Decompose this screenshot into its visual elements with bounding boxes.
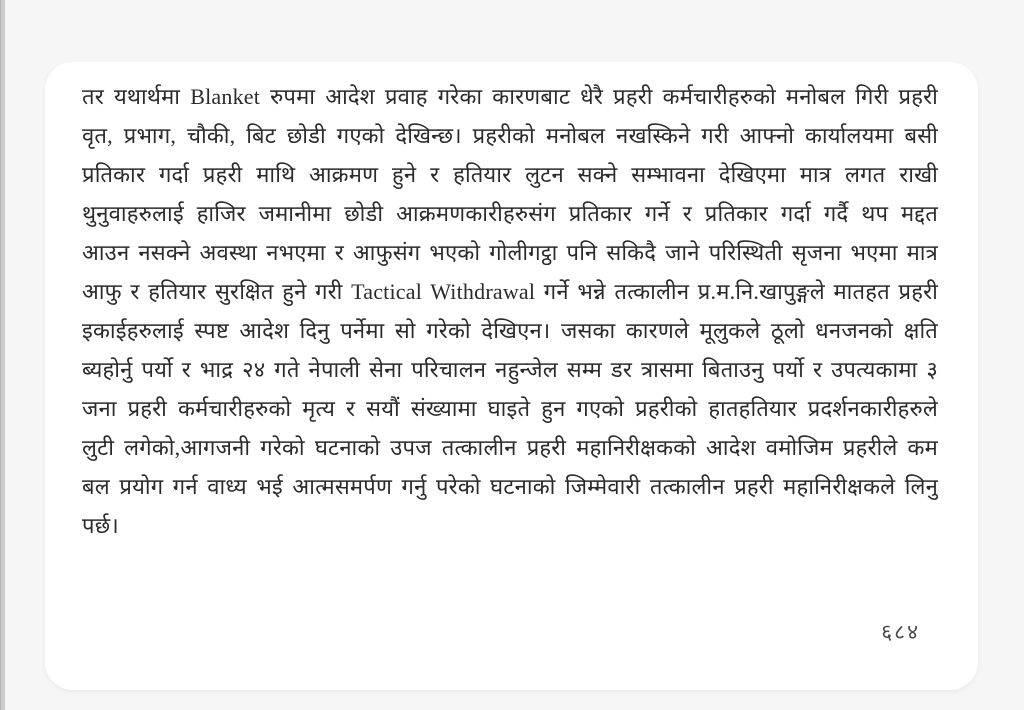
text-line: वृत, प्रभाग, चौकी, बिट छोडी गएको देखिन्छ। प्रहरीको मनोबल नखस्किने गरी आफ्नो कार्यालयमा बसी bbox=[82, 123, 938, 148]
document-page bbox=[45, 62, 978, 690]
text-line: इकाईहरुलाई स्पष्ट आदेश दिनु पर्नेमा सो गरेको देखिएन। जसका कारणले मूलुकले ठूलो धनजनको क्षति bbox=[82, 318, 938, 343]
text-line: जना प्रहरी कर्मचारीहरुको मृत्य र सयौं संख्यामा घाइते हुन गएको प्रहरीको हातहतियार प्रदर्शनकारीहरुले bbox=[82, 396, 938, 421]
text-line: ब्यहोर्नु पर्यो र भाद्र २४ गते नेपाली सेना परिचालन नहुन्जेल सम्म डर त्रासमा बिताउनु पर्यो र उपत्यकामा ३ bbox=[82, 357, 938, 382]
paragraph bbox=[82, 77, 938, 545]
text-line: थुनुवाहरुलाई हाजिर जमानीमा छोडी आक्रमणकारीहरुसंग प्रतिकार गर्ने र प्रतिकार गर्दा गर्दै थप मद्दत bbox=[82, 201, 938, 226]
text-line: लुटी लगेको,आगजनी गरेको घटनाको उपज तत्कालीन प्रहरी महानिरीक्षकको आदेश वमोजिम प्रहरीले कम bbox=[82, 435, 938, 460]
text-line: बल प्रयोग गर्न वाध्य भई आत्मसमर्पण गर्नु परेको घटनाको जिम्मेवारी तत्कालीन प्रहरी महानिरीक्षकले लिनु bbox=[82, 474, 938, 499]
text-line: तर यथार्थमा Blanket रुपमा आदेश प्रवाह गरेका कारणबाट धेरै प्रहरी कर्मचारीहरुको मनोबल गिरी प्रहरी bbox=[82, 84, 938, 109]
page-number: ६८४ bbox=[881, 620, 920, 644]
left-edge-strip bbox=[0, 0, 5, 710]
text-line: आफु र हतियार सुरक्षित हुने गरी Tactical Withdrawal गर्ने भन्ने तत्कालीन प्र.म.नि.खापुङ्गले मातहत प्रहरी bbox=[82, 279, 938, 304]
text-line: प्रतिकार गर्दा प्रहरी माथि आक्रमण हुने र हतियार लुटन सक्ने सम्भावना देखिएमा मात्र लगत राखी bbox=[82, 162, 938, 187]
text-line: पर्छ। bbox=[82, 513, 119, 538]
text-line: आउन नसक्ने अवस्था नभएमा र आफुसंग भएको गोलीगट्ठा पनि सकिदै जाने परिस्थिती सृजना भएमा मात्र bbox=[82, 240, 938, 265]
